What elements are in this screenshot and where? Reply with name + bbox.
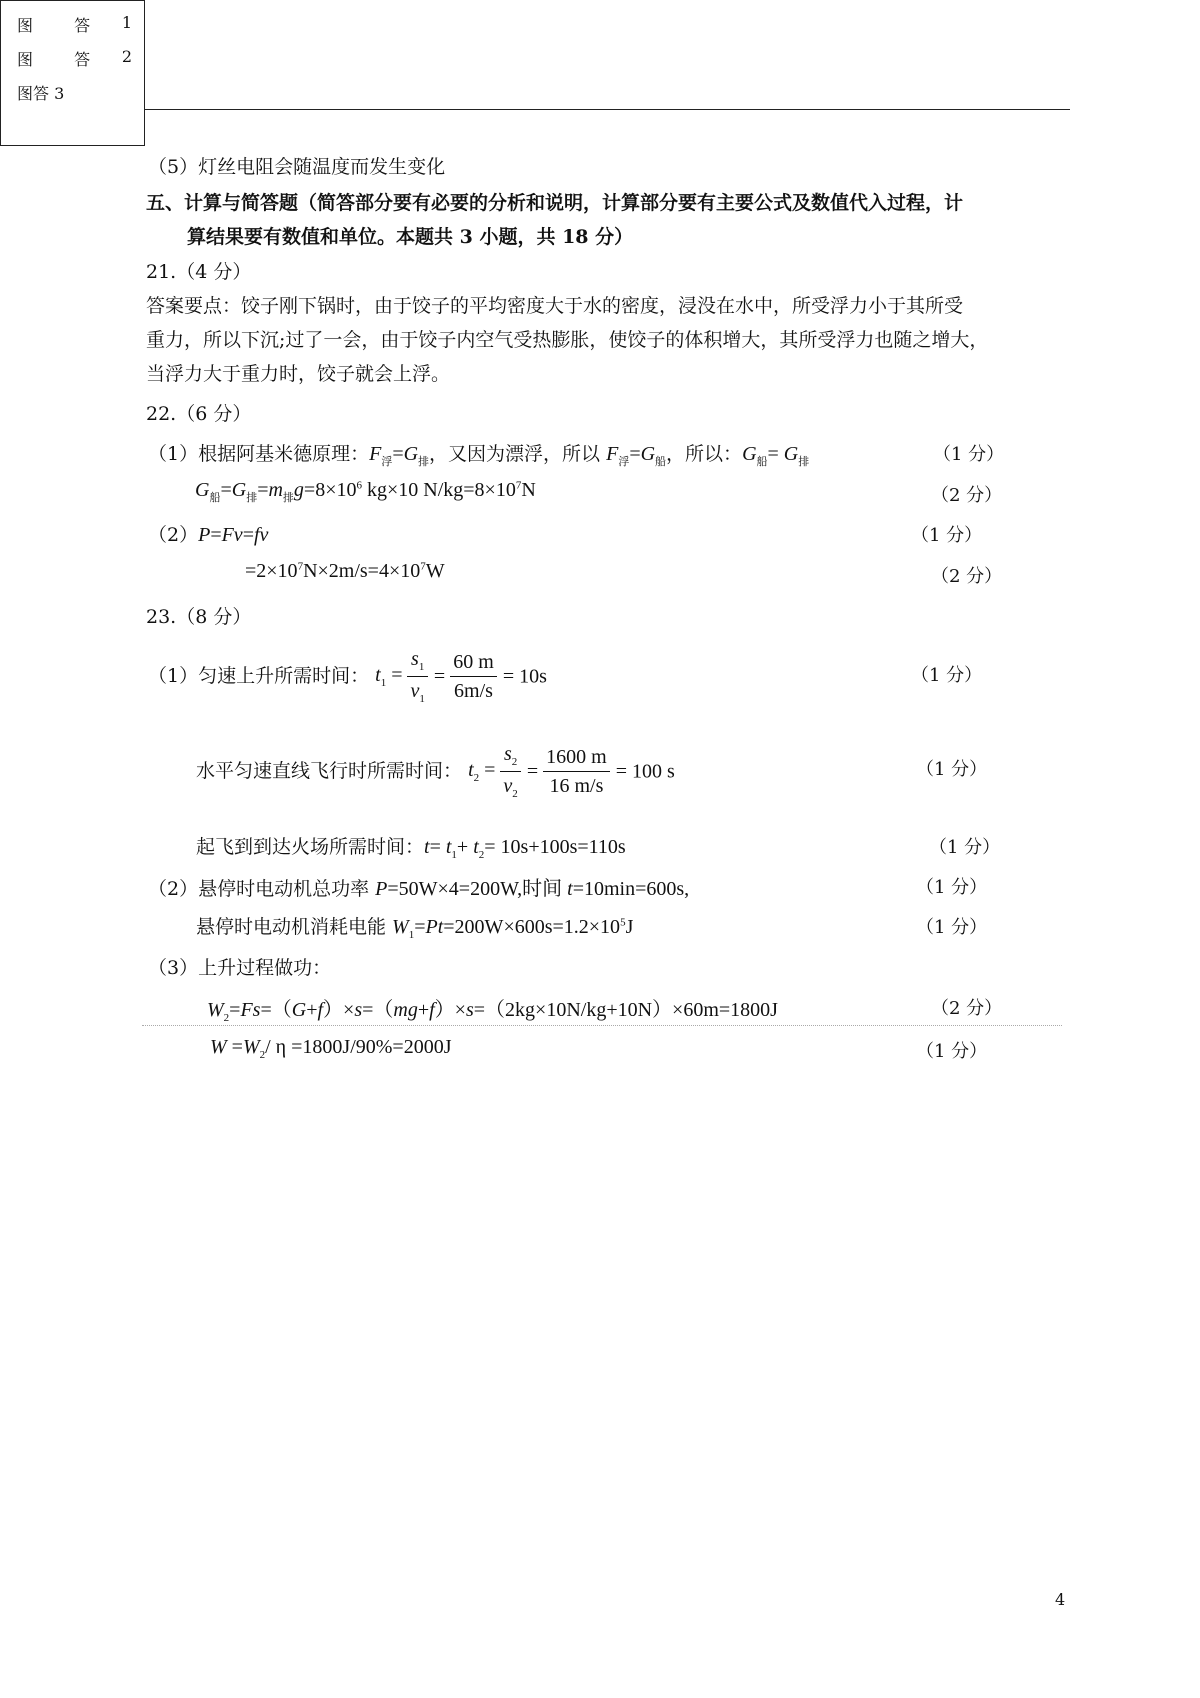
q22-title: 22.（6 分） [146, 403, 252, 425]
score-q23-3: （2 分） [931, 998, 1003, 1019]
score-q23-1: （1 分） [911, 665, 983, 686]
q23-part2b: 悬停时电动机消耗电能 $W_1=Pt=200W\times 600s=1.2\times 10^5J$ [196, 916, 634, 941]
q23-part2: （2）悬停时电动机总功率 P=50W×4=200W,时间 t=10min=600s, [148, 878, 690, 900]
fraction-s2-v2: $\frac{s_2}{v_2}$ [500, 743, 520, 800]
q22-part1: （1）根据阿基米德原理：$F_浮=G_排$，又因为漂浮，所以 $F_浮=G_船$，所以：$G_船= G_排$ [148, 443, 810, 468]
item-5: （5）灯丝电阻会随温度而发生变化 [148, 156, 446, 178]
q22-part1-formula: $G_船=G_排=m_排g=8\times 10^6$ kg×10 $N/kg=8\times 10^7N$ [195, 479, 536, 504]
score-q23-1c: （1 分） [929, 837, 1001, 858]
q22-part2-formula: $=2\times 10^7N\times 2m/s=4\times 10^7W$ [245, 560, 445, 582]
q21-answer-line3: 当浮力大于重力时，饺子就会上浮。 [146, 363, 451, 385]
fraction-s1-v1: $\frac{s_1}{v_1}$ [407, 648, 427, 705]
corner-row-1: 图 答 1 [17, 13, 132, 35]
q21-answer-line1: 答案要点：饺子刚下锅时，由于饺子的平均密度大于水的密度，浸没在水中，所受浮力小于其所受 [146, 295, 964, 317]
score-q23-3b: （1 分） [916, 1041, 988, 1062]
fraction-60m-6ms: $\frac{60 m}{6m/s}$ [450, 651, 497, 702]
corner-row-3: 图答 3 [17, 84, 65, 103]
section-5-heading-line1: 五、计算与简答题（简答部分要有必要的分析和说明，计算部分要有主要公式及数值代入过程，计 [146, 192, 964, 214]
q23-part3-result: $W =W_2/$ η =1800J/90%=2000J [210, 1036, 452, 1061]
score-q22-1: （1 分） [933, 444, 1005, 465]
q22-part2: （2）P=Fv=fv [148, 524, 269, 546]
q23-part3-formula: $W_2=Fs=(G+f)\times s=(mg+f)\times s=(2kg\times 10N/kg+10N)\times 60m=1800J$ [207, 999, 778, 1024]
score-q23-1b: （1 分） [916, 759, 988, 780]
q23-part1: （1）匀速上升所需时间： $t_1$ = $\frac{s_1}{v_1}$ = $\frac{60 m}{6m/s}$ = 10s [148, 648, 547, 706]
score-q22-1b: （2 分） [931, 485, 1003, 506]
dotted-divider [142, 1025, 1062, 1026]
fraction-1600m-16ms: $\frac{1600 m}{16 m/s}$ [543, 746, 610, 797]
q23-part1c: 起飞到到达火场所需时间：$t= t_1+ t_2= 10s+100s=110s$ [196, 836, 626, 861]
q23-part1b: 水平匀速直线飞行时所需时间： $t_2$ = $\frac{s_2}{v_2}$ = $\frac{1600 m}{16 m/s}$ = 100 s [196, 743, 675, 801]
score-q22-2b: （2 分） [931, 566, 1003, 587]
q23-title: 23.（8 分） [146, 606, 252, 628]
score-q23-2: （1 分） [916, 877, 988, 898]
q23-part3: （3）上升过程做功： [148, 957, 332, 979]
header-rule [145, 109, 1070, 110]
q21-answer-line2: 重力，所以下沉;过了一会，由于饺子内空气受热膨胀，使饺子的体积增大，其所受浮力也随之增大， [146, 329, 989, 351]
page-number: 4 [1055, 1590, 1066, 1609]
score-q23-2b: （1 分） [916, 917, 988, 938]
section-5-heading-line2: 算结果要有数值和单位。本题共 3 小题，共 18 分） [187, 226, 634, 248]
score-q22-2: （1 分） [911, 525, 983, 546]
corner-row-2: 图 答 2 [17, 47, 132, 69]
q21-title: 21.（4 分） [146, 261, 252, 283]
answer-figure-box [0, 0, 145, 146]
